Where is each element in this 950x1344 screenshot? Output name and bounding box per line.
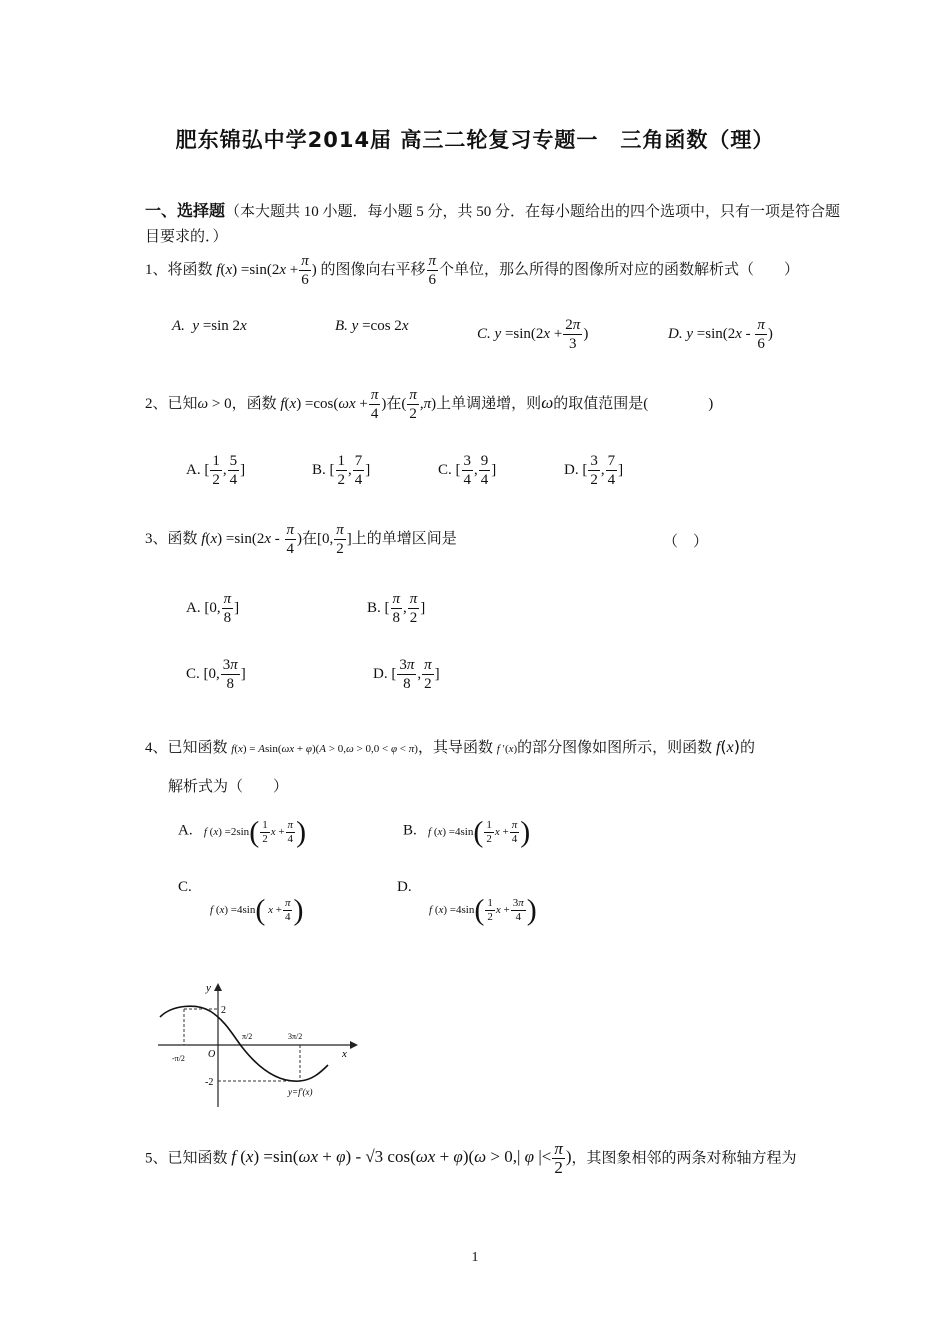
q1-option-b: B. y =cos 2x (335, 318, 409, 334)
x-axis-label: x (342, 1048, 347, 1060)
q4-option-b: B. f (x) =4sin( $\frac{1}{2}$ x + $\frac{\pi}{4}$ ) (403, 815, 531, 848)
section-header (145, 198, 905, 225)
q2-option-d: D. [ $\frac{3}{2}$ , $\frac{7}{4}$ ] (564, 453, 624, 488)
y-min-label: -2 (205, 1077, 214, 1088)
q3-option-c: C. [0, $\frac{3\pi}{8}$ ] (186, 657, 246, 692)
question-3-stem: 3、函数 f(x) =sin(2x - $\frac{\pi}{4}$ )在[0, $\frac{\pi}{2}$ ]上的单增区间是 (145, 522, 457, 557)
q1-option-c: C. y =sin(2x + $\frac{2\pi}{3}$ ) (477, 317, 589, 352)
question-4-stem: 4、已知函数 f(x) = Asin(ωx + φ)(A > 0,ω > 0,0 < φ < π)，其导函数 f ′(x)的部分图像如图所示，则函数 f(x)的 (145, 737, 756, 756)
q2-text-c: 上单调递增，则 (436, 395, 542, 412)
q4-option-d-label: D. (397, 879, 412, 895)
q2-option-c: C. [ $\frac{3}{4}$ , $\frac{9}{4}$ ] (438, 453, 497, 488)
q1-option-a: A. y =sin 2x (172, 318, 247, 334)
q4-number: 4、已知函数 (145, 740, 228, 756)
q4-line2: 解析式为（ ） (168, 779, 289, 795)
y-axis-arrow (214, 983, 222, 991)
x-three-half-pi-label: 3π/2 (288, 1032, 303, 1041)
q4-text-b: ，其导函数 (417, 740, 493, 756)
q1-text-end: 个单位，那么所得的图像所对应的函数解析式（ ） (439, 261, 800, 278)
page-title: 肥东锦弘中学2014届 高三二轮复习专题一 三角函数（理） (175, 128, 775, 152)
q2-option-a: A. [ $\frac{1}{2}$ , $\frac{5}{4}$ ] (186, 453, 246, 488)
q3-answer-blank: （ ） (663, 534, 709, 550)
q2-text-a: ，函数 (231, 395, 277, 412)
derivative-curve (160, 1006, 328, 1081)
q5-text-end: ，其图象相邻的两条对称轴方程为 (571, 1150, 797, 1167)
q4-option-c-label: C. (178, 879, 192, 895)
q2-text-end: 的取值范围是( ) (553, 395, 714, 412)
q4-option-d: f (x) =4sin( $\frac{1}{2}$ x + $\frac{3\pi}{4}$ ) (429, 893, 537, 926)
q4-option-c: f (x) =4sin( x + $\frac{\pi}{4}$ ) (210, 893, 304, 926)
q3-option-b: B. [ $\frac{\pi}{8}$ , $\frac{\pi}{2}$ ] (367, 591, 426, 626)
q3-option-a: A. [0, $\frac{\pi}{8}$ ] (186, 591, 240, 626)
x-half-pi-label: π/2 (242, 1032, 253, 1041)
y-max-label: 2 (221, 1005, 226, 1016)
curve-label: y=f′(x) (288, 1087, 313, 1097)
section-note-line1: （本大题共 10 小题．每小题 5 分，共 50 分．在每小题给出的四个选项中，只有一项是符合题 (225, 204, 841, 220)
q1-number: 1、将函数 (145, 261, 213, 278)
q2-text-b: 在 (386, 395, 402, 412)
x-neg-half-pi-label: -π/2 (172, 1054, 185, 1063)
y-axis-label: y (206, 982, 211, 994)
derivative-graph-figure (150, 975, 365, 1115)
x-axis-arrow (350, 1041, 358, 1049)
question-1-stem: 1、将函数 f(x) =sin(2x + $\frac{\pi}{6}$ ) 的图像向右平移 $\frac{\pi}{6}$ 个单位，那么所得的图像所对应的函数解析式（ ） (145, 253, 800, 288)
origin-label: O (208, 1049, 216, 1060)
q1-text-mid: 的图像向右平移 (320, 261, 426, 278)
section-note-line2: 目要求的．） (145, 229, 228, 245)
q5-number: 5、已知函数 (145, 1150, 228, 1167)
question-5-stem: 5、已知函数 f (x) =sin(ωx + φ) - √3 cos(ωx + φ)(ω > 0,| φ |< $\frac{\pi}{2}$ )，其图象相邻的两条对称轴方程为 (145, 1139, 797, 1177)
q2-option-b: B. [ $\frac{1}{2}$ , $\frac{7}{4}$ ] (312, 453, 371, 488)
page-number: 1 (471, 1250, 479, 1265)
q4-option-a: A. f (x) =2sin( $\frac{1}{2}$ x + $\frac{\pi}{4}$ ) (178, 815, 307, 848)
q3-option-d: D. [ $\frac{3\pi}{8}$ , $\frac{\pi}{2}$ ] (373, 657, 440, 692)
question-2-stem: 2、已知ω > 0，函数 f(x) =cos(ωx + $\frac{\pi}{4}$ )在( $\frac{\pi}{2}$ ,π)上单调递增，则ω的取值范围是( ) (145, 387, 714, 422)
q3-text-b: 在 (302, 530, 318, 547)
q4-text-c: 的部分图像如图所示，则函数 (517, 740, 713, 756)
section-heading: 一、选择题 (145, 201, 226, 220)
q1-option-d: D. y =sin(2x - $\frac{\pi}{6}$ ) (668, 317, 773, 352)
q4-text-end: 的 (740, 740, 756, 756)
q3-text-end: 上的单增区间是 (351, 530, 457, 547)
q2-number: 2、已知 (145, 395, 198, 412)
q3-number: 3、函数 (145, 530, 198, 547)
